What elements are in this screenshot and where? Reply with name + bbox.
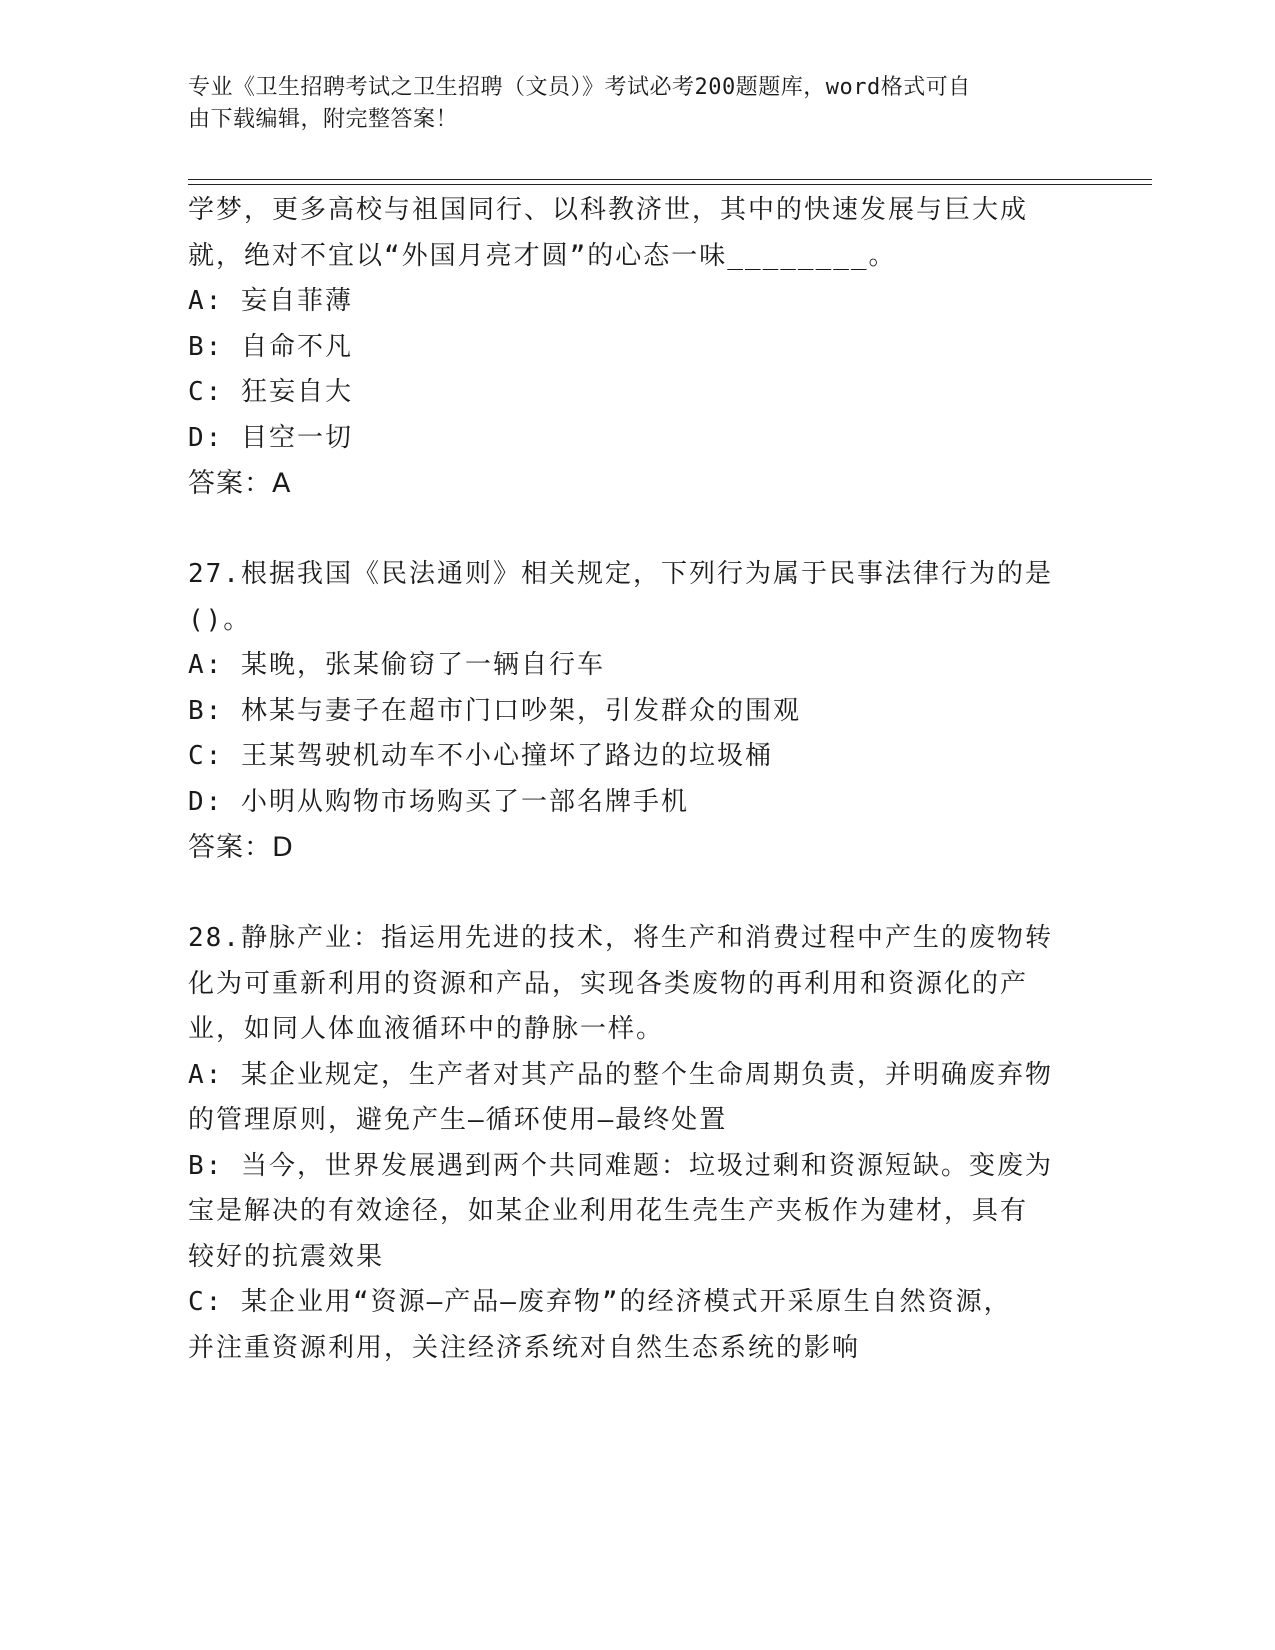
question-26: [188, 188, 1088, 507]
header-divider: [188, 179, 1152, 180]
header-line: 专业《卫生招聘考试之卫生招聘（文员）》考试必考200题题库，word格式可自: [188, 75, 971, 100]
question-stem: 业，如同人体血液循环中的静脉一样。: [188, 1014, 665, 1044]
option-c: C: 某企业用“资源—产品—废弃物”的经济模式开采原生自然资源，: [188, 1287, 1012, 1317]
question-stem: 就，绝对不宜以“外国月亮才圆”的心态一味________。: [188, 240, 897, 271]
document-header: [188, 72, 1068, 136]
option-d: D: 目空一切: [188, 422, 353, 453]
question-stem: 28.静脉产业：指运用先进的技术，将生产和消费过程中产生的废物转: [188, 923, 1053, 953]
option-a: 的管理原则，避免产生—循环使用—最终处置: [188, 1105, 728, 1135]
question-27: [188, 552, 1088, 871]
option-c: C: 狂妄自大: [188, 377, 353, 407]
option-a: A: 妄自菲薄: [188, 286, 353, 316]
option-c: 并注重资源利用，关注经济系统对自然生态系统的影响: [188, 1332, 861, 1363]
answer-label: 答案：D: [188, 832, 294, 863]
document-body: [188, 188, 1088, 1371]
question-stem: 27.根据我国《民法通则》相关规定，下列行为属于民事法律行为的是: [188, 559, 1053, 589]
spacer: [188, 871, 1088, 917]
answer-label: 答案：A: [188, 468, 292, 499]
option-a: A: 某企业规定，生产者对其产品的整个生命周期负责，并明确废弃物: [188, 1059, 1053, 1090]
option-d: D: 小明从购物市场购买了一部名牌手机: [188, 786, 689, 817]
header-line: 由下载编辑，附完整答案！: [188, 107, 459, 132]
option-b: B: 自命不凡: [188, 331, 353, 362]
option-b: B: 林某与妻子在超市门口吵架，引发群众的围观: [188, 695, 801, 726]
option-c: C: 王某驾驶机动车不小心撞坏了路边的垃圾桶: [188, 741, 773, 771]
option-b: 宝是解决的有效途径，如某企业利用花生壳生产夹板作为建材，具有: [188, 1196, 1029, 1226]
option-b: 较好的抗震效果: [188, 1241, 385, 1272]
header-divider: [188, 184, 1152, 185]
question-stem: ()。: [188, 604, 252, 635]
question-28: [188, 916, 1088, 1371]
option-a: A: 某晚，张某偷窃了一辆自行车: [188, 650, 605, 680]
spacer: [188, 507, 1088, 553]
option-b: B: 当今，世界发展遇到两个共同难题：垃圾过剩和资源短缺。变废为: [188, 1150, 1053, 1181]
question-stem: 化为可重新利用的资源和产品，实现各类废物的再利用和资源化的产: [188, 968, 1029, 999]
question-stem: 学梦，更多高校与祖国同行、以科教济世，其中的快速发展与巨大成: [188, 195, 1029, 225]
